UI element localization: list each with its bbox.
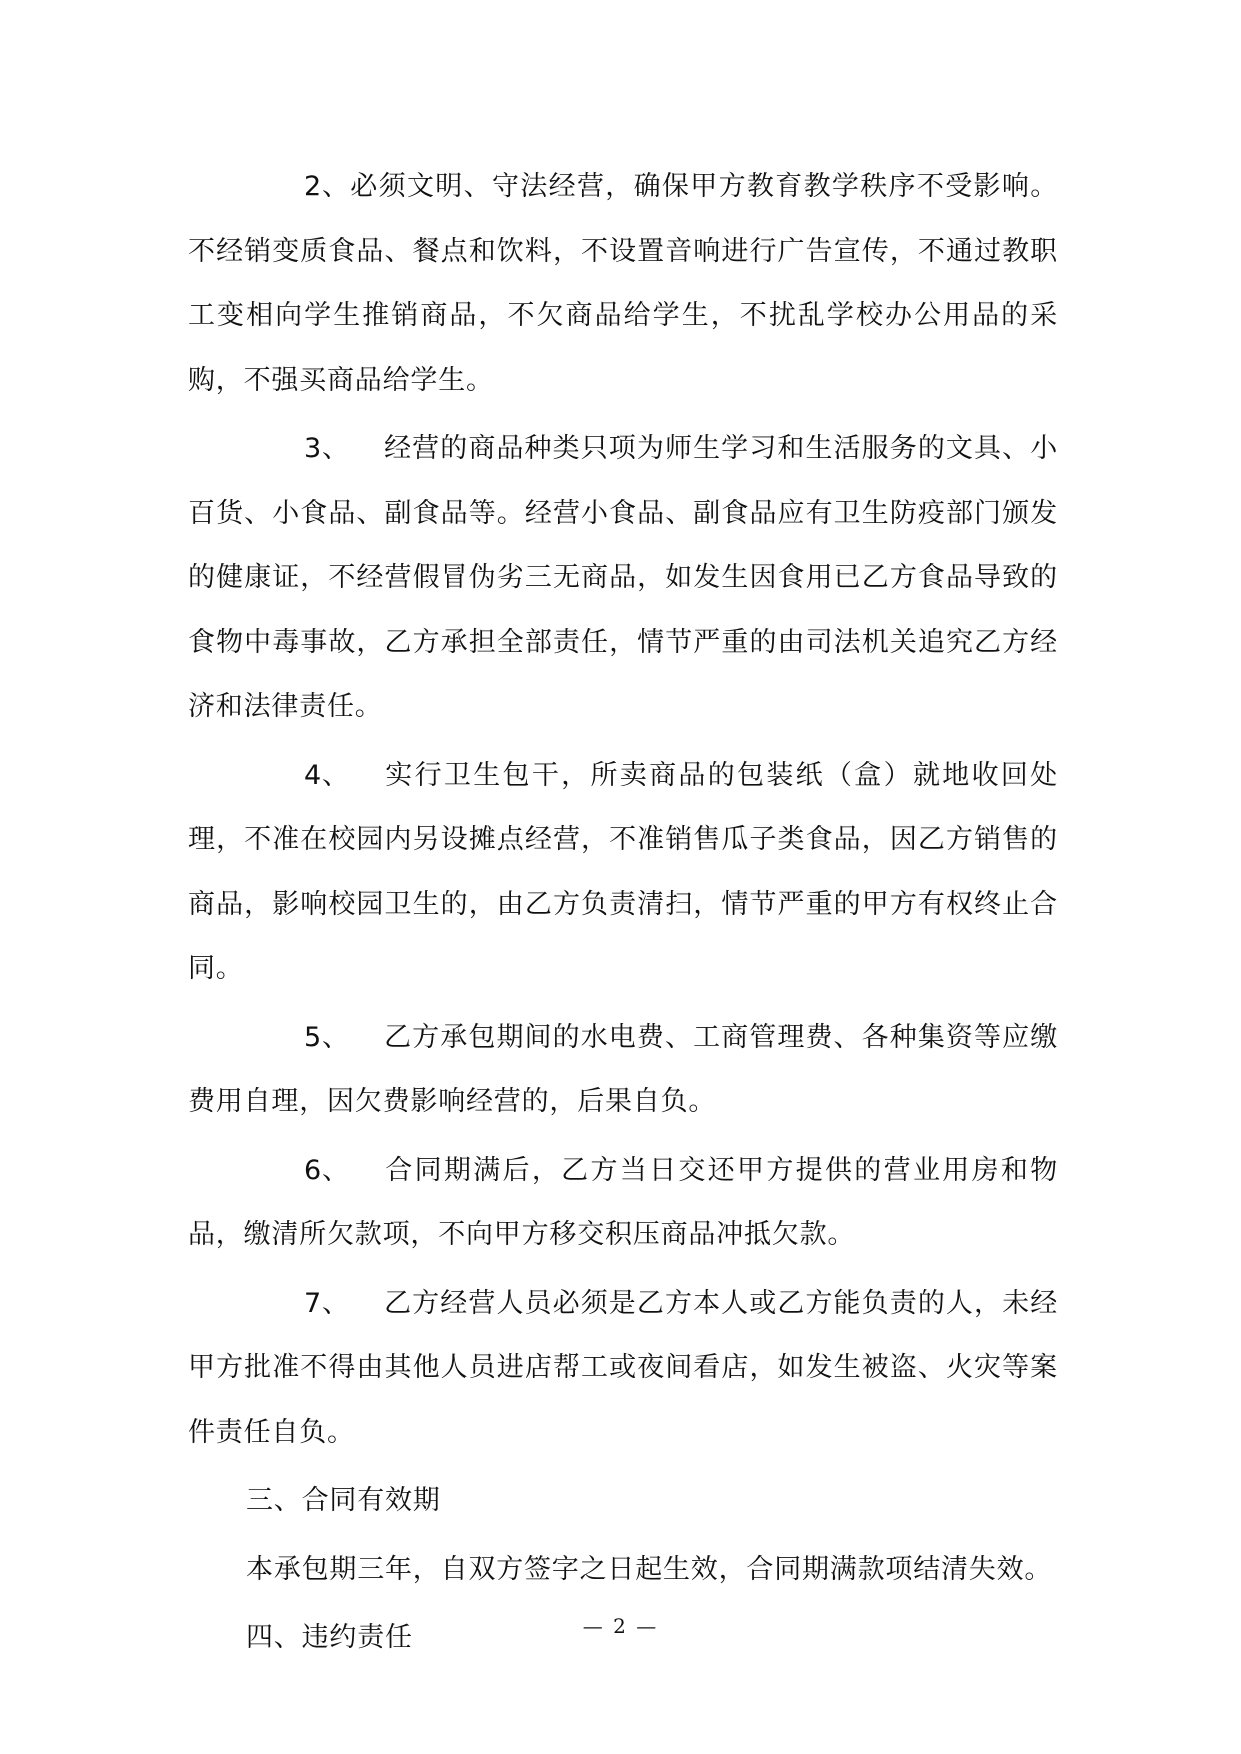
page-number: — 2 — bbox=[582, 1614, 659, 1638]
section-3-heading: 三、合同有效期 bbox=[246, 1485, 441, 1516]
clause-number: 3、 bbox=[304, 433, 350, 464]
clause-text: 乙方经营人员必须是乙方本人或乙方能负责的人，未经甲方批准不得由其他人员进店帮工或夜间看店，如发生被盗、火灾等案件责任自负。 bbox=[188, 1287, 1058, 1448]
clause-number: 6、 bbox=[304, 1154, 350, 1186]
clause-3 bbox=[188, 417, 1058, 740]
clause-4 bbox=[188, 744, 1058, 1002]
clause-text: 经营的商品种类只项为师生学习和生活服务的文具、小百货、小食品、副食品等。经营小食品、副食品应有卫生防疫部门颁发的健康证，不经营假冒伪劣三无商品，如发生因食用已乙方食品导致的食物中毒事故，乙方承担全部责任，情节严重的由司法机关追究乙方经济和法律责任。 bbox=[188, 433, 1058, 722]
clause-number: 5、 bbox=[304, 1021, 350, 1053]
clause-number: 2、 bbox=[304, 171, 350, 202]
clause-text: 合同期满后，乙方当日交还甲方提供的营业用房和物品，缴清所欠款项，不向甲方移交积压商品冲抵欠款。 bbox=[188, 1154, 1058, 1250]
clause-number: 4、 bbox=[304, 759, 350, 791]
clause-6 bbox=[188, 1139, 1058, 1268]
clause-2 bbox=[188, 155, 1058, 413]
clause-5 bbox=[188, 1006, 1058, 1135]
section-4-heading: 四、违约责任 bbox=[246, 1622, 413, 1653]
clause-text: 乙方承包期间的水电费、工商管理费、各种集资等应缴费用自理，因欠费影响经营的，后果自负。 bbox=[188, 1021, 1058, 1117]
clause-text: 实行卫生包干，所卖商品的包装纸（盒）就地收回处理，不准在校园内另设摊点经营，不准销售瓜子类食品，因乙方销售的商品，影响校园卫生的，由乙方负责清扫，情节严重的甲方有权终止合同。 bbox=[188, 759, 1058, 984]
clause-7 bbox=[188, 1272, 1058, 1466]
clause-text: 必须文明、守法经营，确保甲方教育教学秩序不受影响。不经销变质食品、餐点和饮料，不设置音响进行广告宣传，不通过教职工变相向学生推销商品，不欠商品给学生，不扰乱学校办公用品的采购，不强买商品给学生。 bbox=[188, 171, 1058, 396]
clause-number: 7、 bbox=[304, 1287, 350, 1319]
document-body bbox=[188, 155, 1058, 1675]
section-3-body: 本承包期三年，自双方签字之日起生效，合同期满款项结清失效。 bbox=[246, 1553, 1053, 1585]
